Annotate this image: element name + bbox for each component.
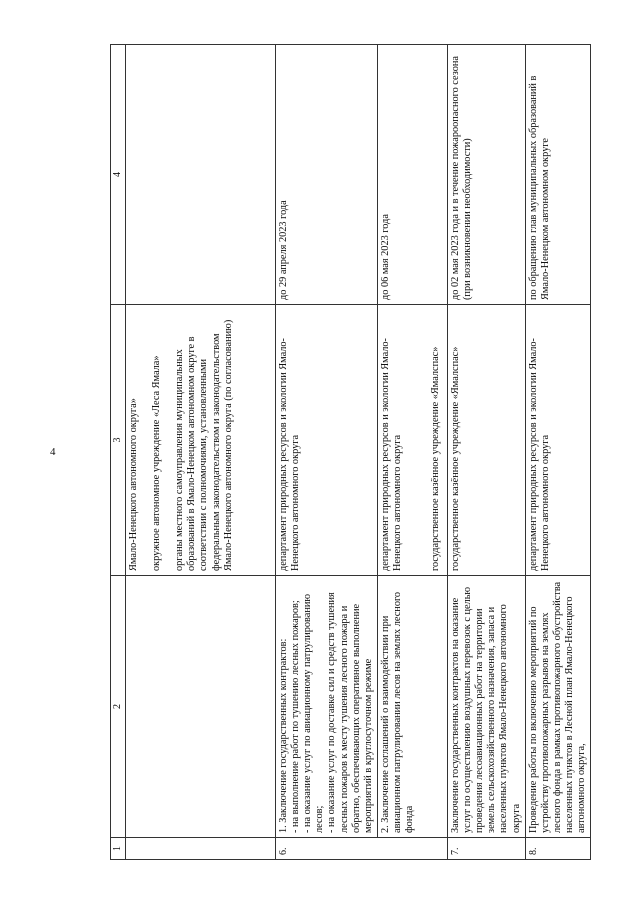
row-number-cell: 6.: [275, 838, 447, 860]
executor-cell: [377, 305, 447, 576]
header-col-2: 2: [111, 576, 126, 838]
deadline-cell: до 02 мая 2023 года и в течение пожароопасного сезона (при возникновении необходимости): [447, 45, 525, 305]
executor-text: окружное автономное учреждение «Леса Ямала»: [150, 355, 162, 571]
deadline-cell: [125, 45, 275, 305]
executor-text: Ямало-Ненецкого автономного округа»: [127, 398, 139, 571]
measure-line: - на оказание услуг по доставке сил и средств тушения лесных пожаров к месту тушения лесного пожара и обратно, обеспечивающих оперативное выполнение мероприятий в круглосуточном режиме: [326, 592, 374, 833]
table-header-row: [111, 45, 126, 860]
measure-cell: Заключение государственных контрактов на оказание услуг по осуществлению воздушных перевозок с целью проведения лесоавиационных работ на территории земель сельскохозяйственного назначения, запаса и населенных пунктов Ямало-Ненецкого автономного округа: [447, 576, 525, 838]
table-row-7: [447, 45, 525, 860]
executor-text: департамент природных ресурсов и экологии Ямало-Ненецкого автономного округа: [379, 338, 404, 571]
executor-text: органы местного самоуправления муниципальных образований в Ямало-Ненецком автономном округе в соответствии с полномочиями, установленными федеральным законодательством и законодательством Ямало-Ненецкого автономного округа (по согласованию): [174, 319, 234, 571]
rotated-sheet: [110, 45, 590, 860]
executor-cell: департамент природных ресурсов и экологии Ямало-Ненецкого автономного округа: [275, 305, 377, 576]
header-col-3: 3: [111, 305, 126, 576]
measure-cell: [125, 576, 275, 838]
measure-cell: [275, 576, 377, 838]
table-row-8: [525, 45, 591, 860]
deadline-cell: до 06 мая 2023 года: [377, 45, 447, 305]
table-row-6: [275, 45, 377, 860]
measures-table: [110, 44, 591, 860]
executor-cell: [125, 305, 275, 576]
executor-cell: государственное казённое учреждение «Ямалспас»: [447, 305, 525, 576]
measure-cell: Проведение работы по включению мероприятий по устройству противопожарных разрывов на землях лесного фонда в рамках противопожарного обустройства населенных пунктов в Лесной план Ямало-Ненецкого автономного округа,: [525, 576, 591, 838]
deadline-cell: до 29 апреля 2023 года: [275, 45, 377, 305]
executor-cell: департамент природных ресурсов и экологии Ямало-Ненецкого автономного округа: [525, 305, 591, 576]
table-row-continuation: [125, 45, 275, 860]
measure-line: - на оказание услуг по авиационному патрулированию лесов;: [302, 593, 326, 833]
row-number-cell: 8.: [525, 838, 591, 860]
table-row-6-part-2: [377, 45, 447, 860]
header-col-1: 1: [111, 838, 126, 860]
header-col-4: 4: [111, 45, 126, 305]
row-number-cell: [125, 838, 275, 860]
executor-text: государственное казённое учреждение «Ямалспас»: [430, 346, 442, 571]
measure-line: 1. Заключение государственных контрактов:: [277, 638, 289, 833]
measure-line: - на выполнение работ по тушению лесных пожаров;: [289, 600, 301, 833]
page-number: 4: [50, 446, 56, 458]
deadline-cell: по обращению глав муниципальных образований в Ямало-Ненецком автономном округе: [525, 45, 591, 305]
row-number-cell: 7.: [447, 838, 525, 860]
measure-cell: 2. Заключение соглашений о взаимодействии при авиационном патрулировании лесов на землях лесного фонда: [377, 576, 447, 838]
